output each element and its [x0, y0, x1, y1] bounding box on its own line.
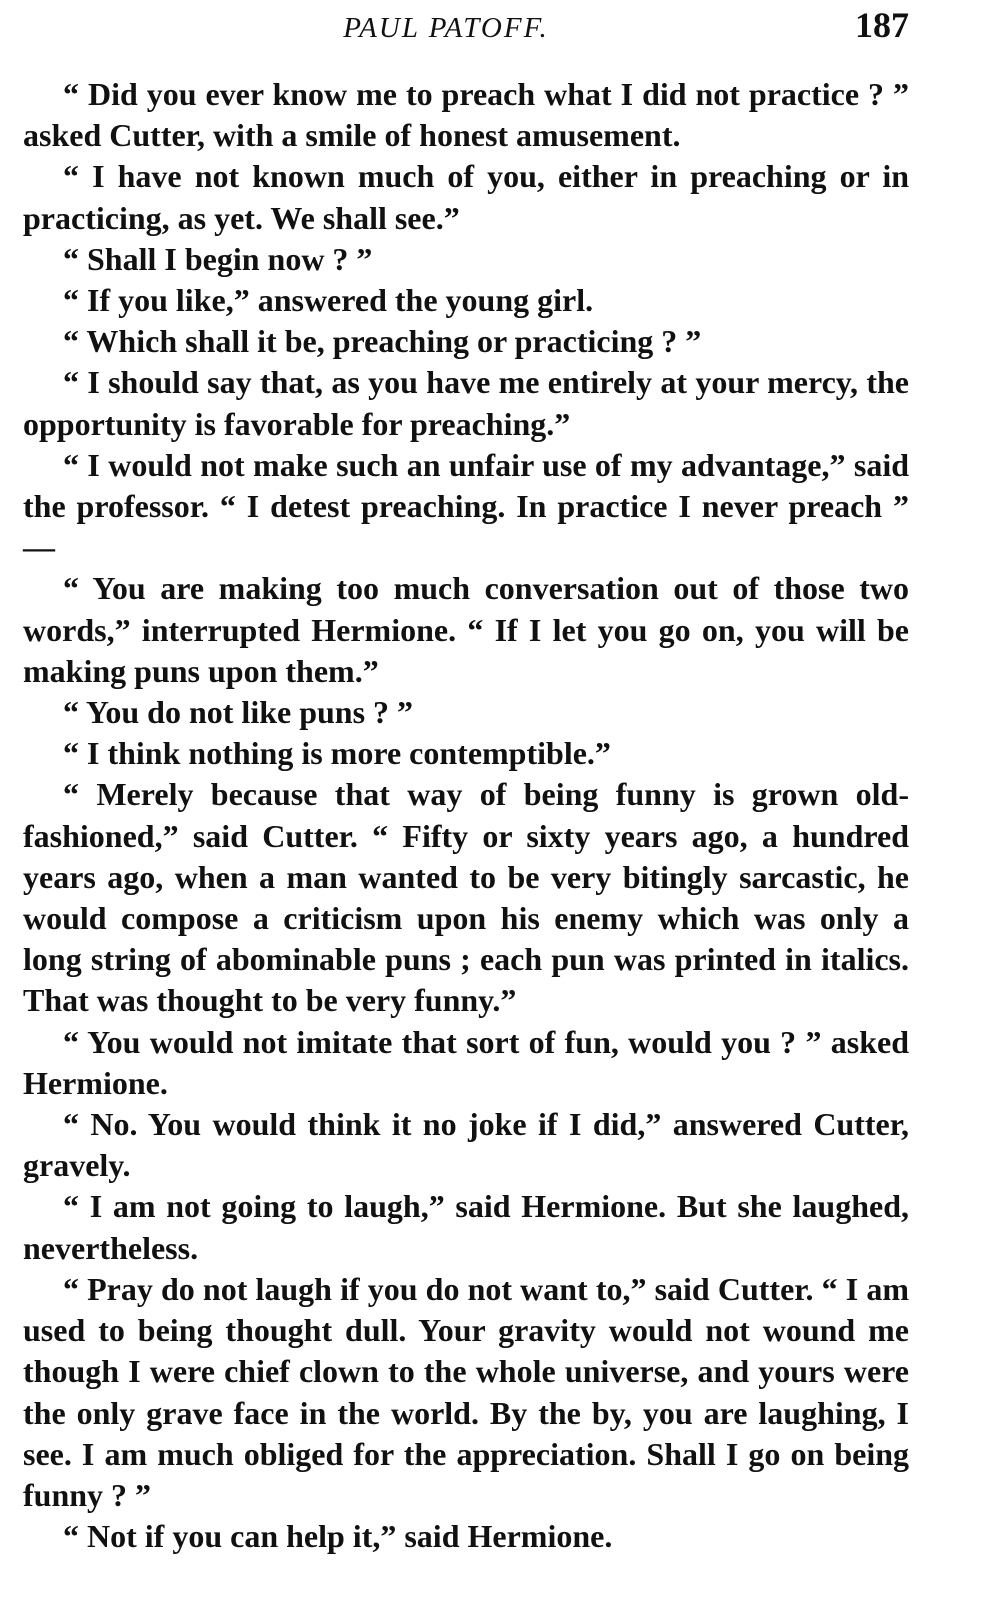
running-title: PAUL PATOFF.: [343, 12, 549, 44]
paragraph: “ I would not make such an unfair use of my advantage,” said the professor. “ I detest preaching. In practice I never preach ” —: [23, 446, 909, 566]
paragraph: “ Pray do not laugh if you do not want to,” said Cutter. “ I am used to being thought dull. Your gravity would not wound me though I were chief clown to the whole universe, and yours were the only grave face in the world. By the by, you are laughing, I see. I am much obliged for the appreciation. Shall I go on being funny ? ”: [23, 1270, 909, 1513]
paragraph: “ You do not like puns ? ”: [63, 694, 414, 731]
paragraph: “ I should say that, as you have me entirely at your mercy, the opportunity is favorable for preaching.”: [23, 364, 909, 442]
page-number: 187: [855, 5, 909, 45]
paragraph: “ You are making too much conversation out of those two words,” interrupted Hermione. “ If I let you go on, you will be making puns upon them.”: [23, 570, 909, 689]
page-header: [23, 0, 909, 60]
paragraph: “ I am not going to laugh,” said Hermione. But she laughed, nevertheless.: [23, 1188, 909, 1266]
paragraph: “ Did you ever know me to preach what I did not practice ? ” asked Cutter, with a smile of honest amusement.: [23, 76, 909, 154]
paragraph: “ I have not known much of you, either in preaching or in practicing, as yet. We shall see.”: [23, 158, 909, 236]
paragraph: “ I think nothing is more contemptible.”: [63, 735, 611, 772]
paragraph: “ No. You would think it no joke if I did,” answered Cutter, gravely.: [23, 1106, 909, 1184]
paragraph: “ Merely because that way of being funny is grown old-fashioned,” said Cutter. “ Fifty or sixty years ago, a hundred years ago, when a man wanted to be very bitingly sarcastic, he would compose a criticism upon his enemy which was only a long string of abominable puns ; each pun was printed in italics. That was thought to be very funny.”: [23, 776, 909, 1019]
paragraph: “ Not if you can help it,” said Hermione.: [63, 1518, 613, 1555]
paragraph: “ You would not imitate that sort of fun, would you ? ” asked Hermione.: [23, 1023, 909, 1101]
body-text: [23, 74, 909, 1557]
book-page: [23, 0, 909, 1557]
paragraph: “ Shall I begin now ? ”: [63, 240, 373, 277]
paragraph: “ Which shall it be, preaching or practicing ? ”: [63, 323, 702, 360]
paragraph: “ If you like,” answered the young girl.: [63, 282, 594, 319]
